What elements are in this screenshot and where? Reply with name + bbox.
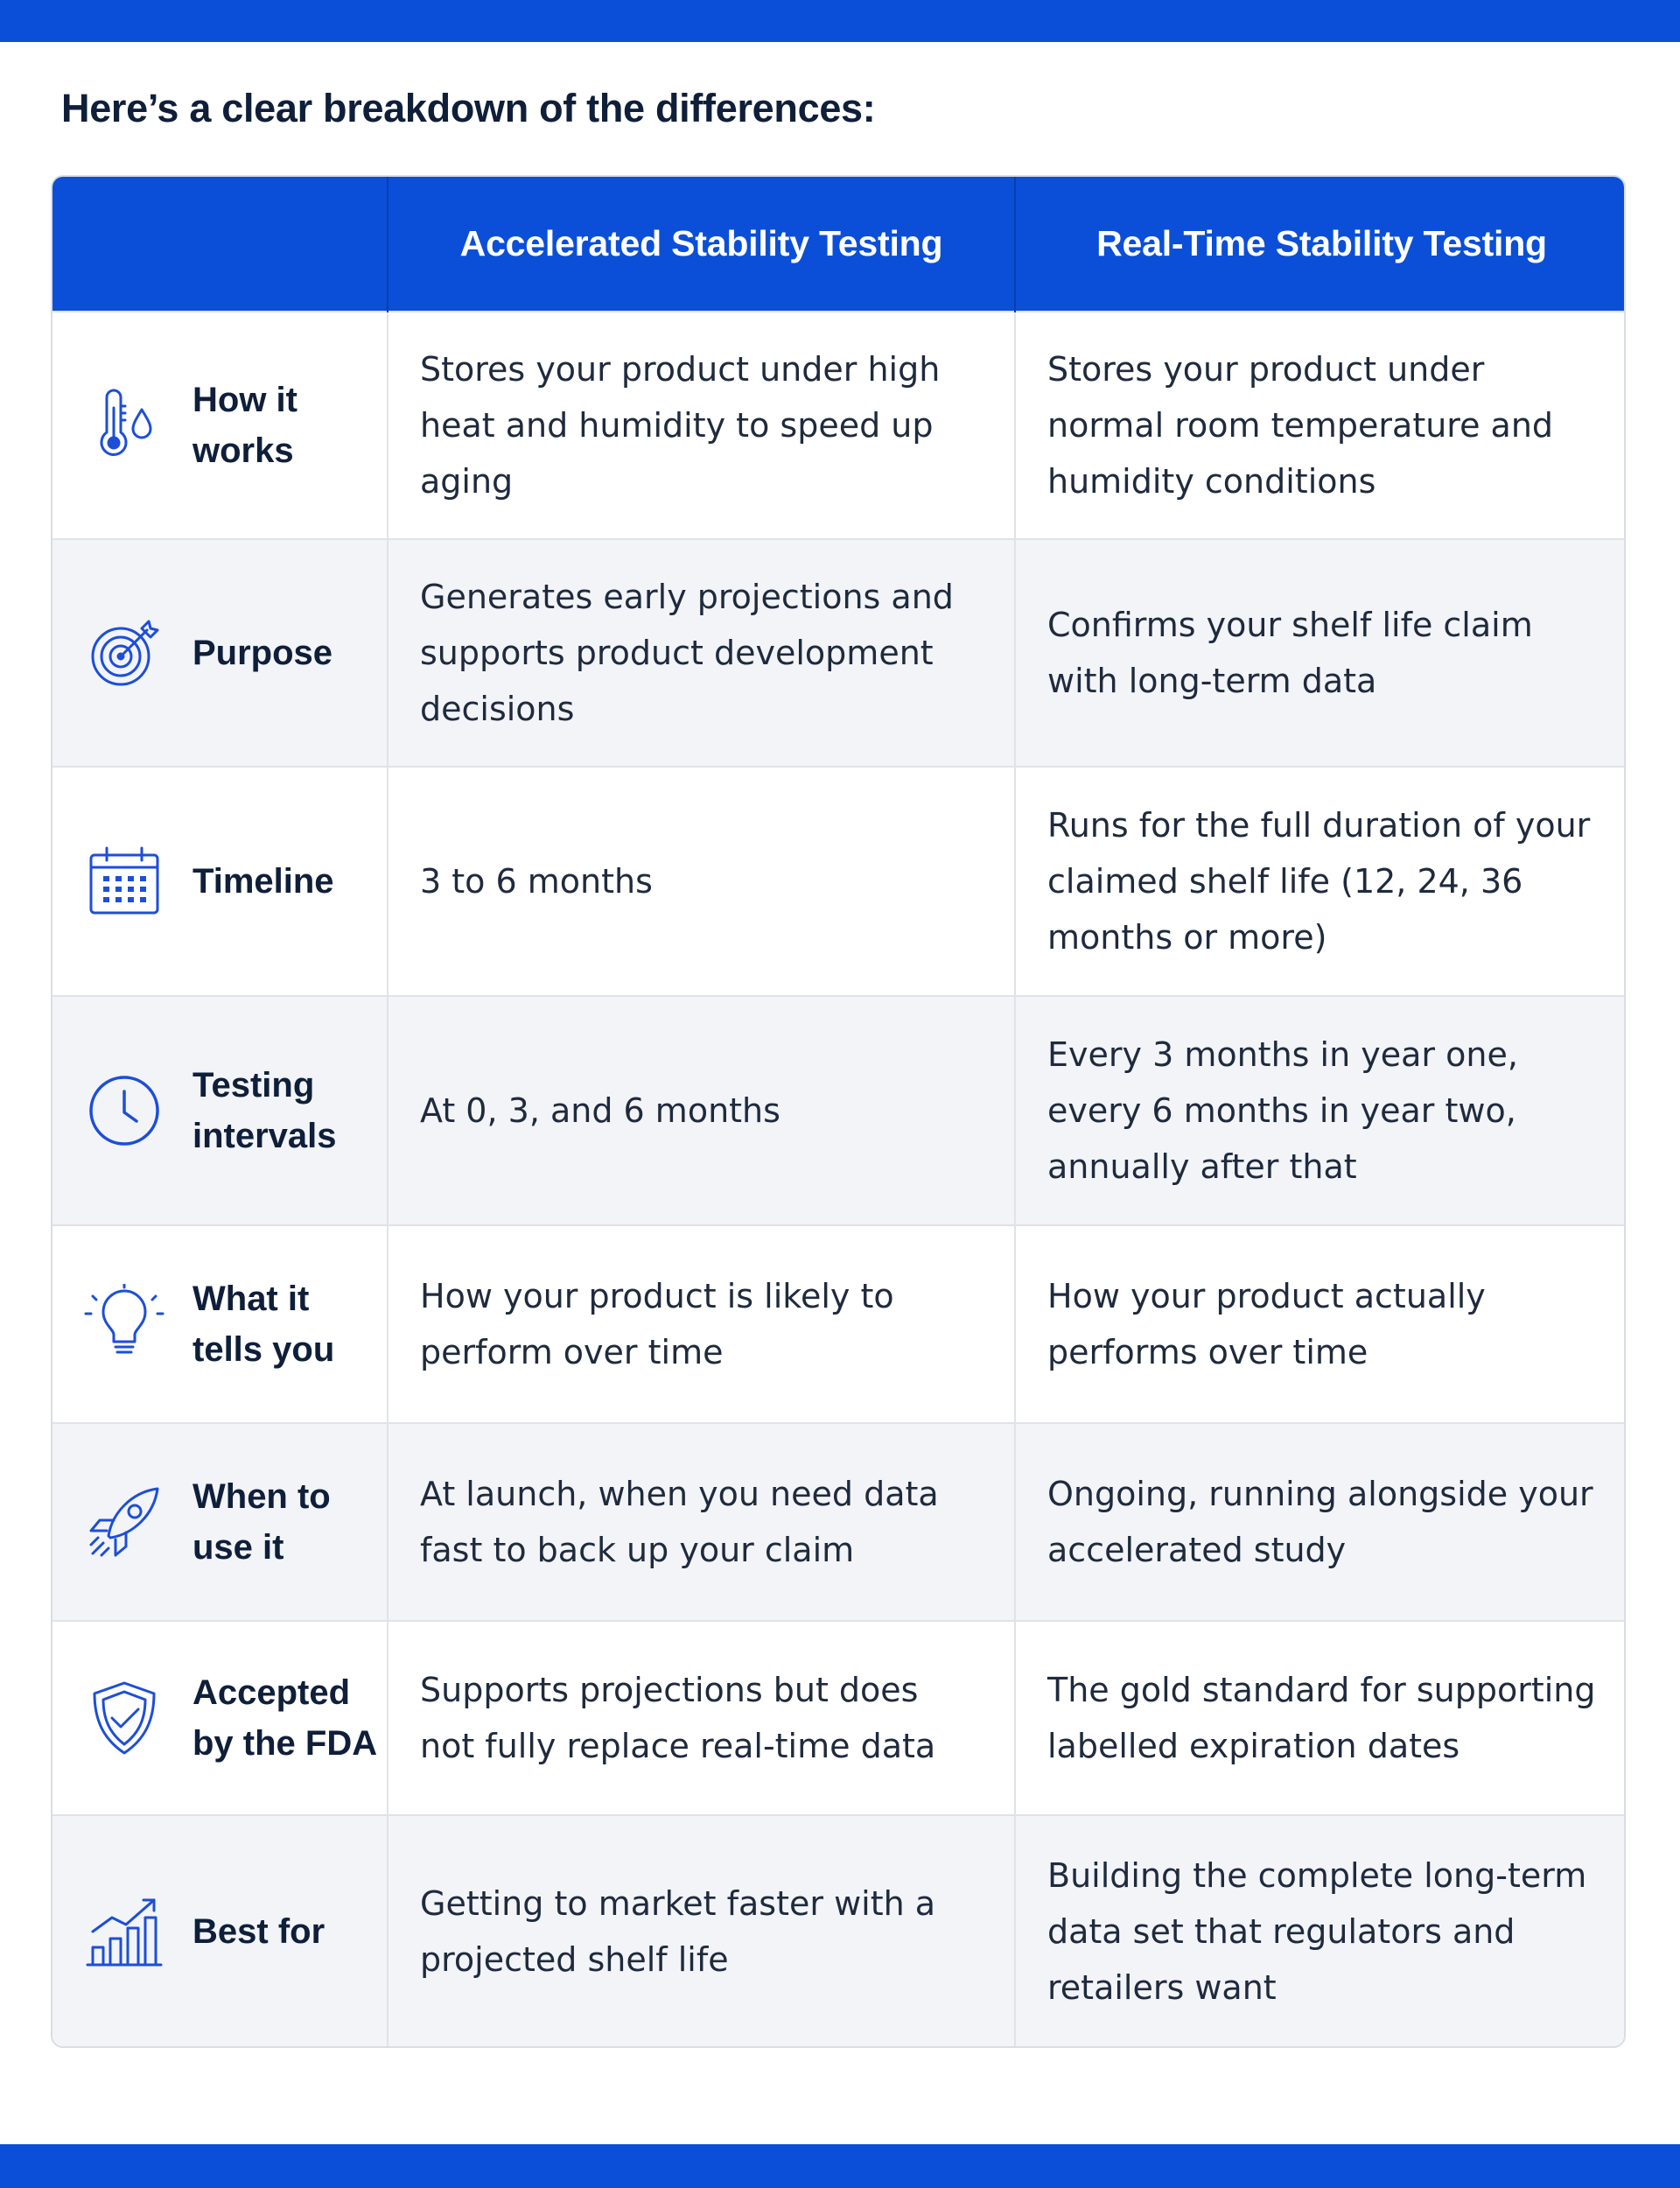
realtime-cell: Every 3 months in year one, every 6 months in year two, annually after that <box>1047 1035 1518 1186</box>
table-row <box>52 1621 1626 1815</box>
page-heading: Here’s a clear breakdown of the differences: <box>61 86 876 130</box>
thermometer-droplet-icon <box>84 385 164 466</box>
accelerated-cell: Supports projections but does not fully replace real-time data <box>388 1621 1015 1815</box>
row-label: Purpose <box>192 634 333 672</box>
table-row <box>52 996 1626 1225</box>
row-label-cell <box>52 1621 388 1815</box>
lightbulb-icon <box>84 1284 164 1364</box>
header-label-column <box>52 177 388 312</box>
row-label: What it tells you <box>192 1280 335 1369</box>
accelerated-cell: How your product is likely to perform over time <box>388 1225 1015 1423</box>
accelerated-cell: Stores your product under high heat and humidity to speed up aging <box>388 312 1015 539</box>
comparison-table-container <box>51 175 1626 2048</box>
accelerated-cell: At 0, 3, and 6 months <box>388 996 1015 1225</box>
realtime-cell: Ongoing, running alongside your accelerated study <box>1047 1475 1593 1569</box>
table-row <box>52 1815 1626 2046</box>
table-row <box>52 767 1626 996</box>
table-header-row <box>52 177 1626 312</box>
row-label-cell <box>52 767 388 996</box>
row-label-cell <box>52 1815 388 2046</box>
accelerated-cell: At launch, when you need data fast to back up your claim <box>388 1423 1015 1621</box>
row-label-cell <box>52 1225 388 1423</box>
realtime-cell: Confirms your shelf life claim with long-term data <box>1047 606 1533 700</box>
accelerated-cell: Getting to market faster with a projected shelf life <box>388 1815 1015 2046</box>
table-row <box>52 312 1626 539</box>
row-label: Testing intervals <box>192 1066 337 1155</box>
realtime-cell: Runs for the full duration of your claimed shelf life (12, 24, 36 months or more) <box>1047 806 1591 957</box>
header-accelerated: Accelerated Stability Testing <box>388 177 1015 312</box>
accelerated-cell: 3 to 6 months <box>388 767 1015 996</box>
table-row <box>52 1225 1626 1423</box>
row-label-cell <box>52 539 388 767</box>
header-realtime: Real-Time Stability Testing <box>1015 177 1626 312</box>
comparison-table <box>52 177 1626 2046</box>
growth-chart-icon <box>84 1891 164 1972</box>
target-icon <box>84 613 164 693</box>
realtime-cell: Stores your product under normal room temperature and humidity conditions <box>1047 350 1554 501</box>
shield-check-icon <box>84 1678 164 1758</box>
rocket-icon <box>84 1482 164 1562</box>
accelerated-cell: Generates early projections and supports product development decisions <box>388 539 1015 767</box>
row-label-cell <box>52 1423 388 1621</box>
realtime-cell: How your product actually performs over time <box>1047 1277 1486 1371</box>
realtime-cell: The gold standard for supporting labelled expiration dates <box>1047 1671 1596 1765</box>
row-label-cell <box>52 312 388 539</box>
bottom-banner-bar <box>0 2144 1680 2188</box>
table-row <box>52 1423 1626 1621</box>
row-label: Accepted by the FDA <box>192 1673 378 1763</box>
row-label-cell <box>52 996 388 1225</box>
row-label: How it works <box>192 381 298 470</box>
top-banner-bar <box>0 0 1680 42</box>
row-label: Timeline <box>192 862 334 901</box>
table-row <box>52 539 1626 767</box>
row-label: Best for <box>192 1911 326 1951</box>
realtime-cell: Building the complete long-term data set that regulators and retailers want <box>1047 1855 1587 2007</box>
row-label: When to use it <box>192 1477 331 1567</box>
clock-icon <box>84 1070 164 1151</box>
calendar-icon <box>84 841 164 922</box>
